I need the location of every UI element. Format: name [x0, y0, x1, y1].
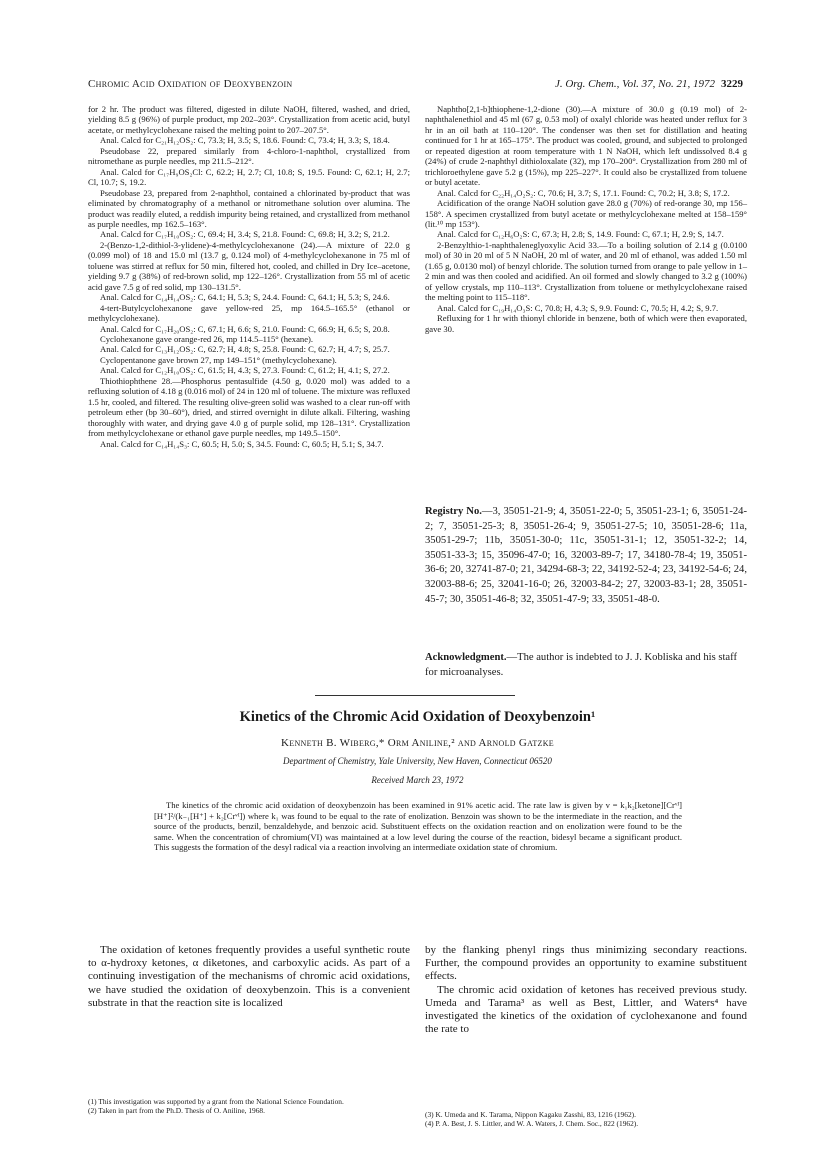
analysis-paragraph: Anal. Calcd for C₁₄H₁₄S₃: C, 60.5; H, 5.0; S, 34.5. Found: C, 60.5; H, 5.1; S, 34.7.: [100, 438, 384, 449]
analysis-paragraph: Anal. Calcd for C₁₂H₆O₂S: C, 67.3; H, 2.8; S, 14.9. Found: C, 67.1; H, 2.9; S, 14.7.: [437, 229, 724, 240]
analysis-paragraph: Anal. Calcd for C₁₃H₁₂OS₂: C, 62.7; H, 4.8; S, 25.8. Found: C, 62.7; H, 4.7; S, 25.7.: [100, 344, 390, 355]
paragraph: 2-(Benzo-1,2-dithiol-3-ylidene)-4-methylcyclohexanone (24).—A mixture of 22.0 g (0.099 mol) of 18 and 15.0 ml (13.7 g, 0.124 mol) of 4-methylcyclohexanone in 75 ml of toluene was stirred at reflux for 50 min, filtered hot, cooled, and chilled in Dry Ice–acetone, yielding 9.7 g (38%) of red-brown solid, mp 122–126°. Crystallization from 55 ml of acetic acid gave 7.5 g of red solid, mp 130–131.5°.: [88, 239, 410, 292]
paragraph: 4-tert-Butylcyclohexanone gave yellow-red 25, mp 164.5–165.5° (ethanol or methylcyclohexane).: [88, 302, 410, 324]
footnotes-left: [88, 1097, 410, 1115]
footnote: (3) K. Umeda and K. Tarama, Nippon Kagaku Zasshi, 83, 1216 (1962).: [425, 1110, 636, 1119]
paragraph: Acidification of the orange NaOH solution gave 28.0 g (70%) of red-orange 30, mp 156–158°. A specimen crystallized from butyl acetate or methylcyclohexane melted at 158–159° (lit.¹⁰ mp 153°).: [425, 198, 747, 229]
acknowledgment: [425, 651, 747, 680]
paragraph: Cyclohexanone gave orange-red 26, mp 114.5–115° (hexane).: [100, 333, 314, 344]
received-date: Received March 23, 1972: [371, 775, 464, 785]
analysis-paragraph: Anal. Calcd for C₂₁H₁₂OS₂: C, 73.3; H, 3.5; S, 18.6. Found: C, 73.4; H, 3.3; S, 18.4.: [100, 135, 390, 146]
paragraph: Pseudobase 23, prepared from 2-naphthol, contained a chlorinated by-product that was eliminated by chromatography of a methanol or nitromethane solution over alumina. The product was readily eluted, a reddish impurity being retained, and crystallized from methanol as purple needles, mp 162.5–163°.: [88, 187, 410, 229]
registry-numbers: [425, 505, 747, 607]
body-text-left: The oxidation of ketones frequently provides a useful synthetic route to α-hydroxy ketones, α diketones, and carboxylic acids. As part of a continuing investigation of the mechanisms of chromic acid oxidations, we have studied the oxidation of deoxybenzoin. This is a convenient substrate in that the reaction site is localized: [88, 944, 410, 1009]
analysis-paragraph: Anal. Calcd for C₂₂H₁₄O₂S₂: C, 70.6; H, 3.7; S, 17.1. Found: C, 70.2; H, 3.8; S, 17.2.: [437, 187, 730, 198]
paragraph: Pseudobase 22, prepared similarly from 4-chloro-1-naphthol, crystallized from nitromethane as purple needles, mp 211.5–212°.: [88, 145, 410, 167]
body-text-right: [425, 944, 747, 1036]
analysis-paragraph: Anal. Calcd for C₁₇H₁₀OS₂: C, 69.4; H, 3.4; S, 21.8. Found: C, 69.8; H, 3.2; S, 21.2.: [100, 229, 390, 240]
analysis-paragraph: Anal. Calcd for C₁₉H₁₄O₃S: C, 70.8; H, 4.3; S, 9.9. Found: C, 70.5; H, 4.2; S, 9.7.: [437, 302, 719, 313]
analysis-paragraph: Anal. Calcd for C₁₄H₁₄OS₂: C, 64.1; H, 5.3; S, 24.4. Found: C, 64.1; H, 5.3; S, 24.6.: [100, 292, 390, 303]
journal-name: J. Org. Chem., Vol. 37, No. 21, 1972: [554, 78, 715, 90]
running-header: [88, 78, 743, 94]
article-title: Kinetics of the Chromic Acid Oxidation of Deoxybenzoin¹: [239, 709, 596, 725]
journal-citation: [555, 78, 743, 90]
paragraph: for 2 hr. The product was filtered, digested in dilute NaOH, filtered, washed, and dried, yielding 8.5 g (96%) of purple product, mp 202–203°. Crystallization from acetic acid, butyl acetate, or methylcyclohexane raised the melting point to 207–207.5°.: [88, 104, 410, 135]
paragraph: Cyclopentanone gave brown 27, mp 149–151° (methylcyclohexane).: [100, 354, 337, 365]
abstract: The kinetics of the chromic acid oxidation of deoxybenzoin has been examined in 91% acetic acid. The rate law is given by v = k₁k₂[ketone][Crᵛᴵ][H⁺]²/(k₋₁[H⁺] + k₂[Crᵛᴵ]) where k₁ was found to be equal to the rate of enolization. Benzoin was shown to be the intermediate in the reaction, and the source of the products, benzil, benzaldehyde, and benzoic acid. Substituent effects on the oxidation reaction and on enolization were found to be the same. When the concentration of chromium(VI) was maintained at a low level during the course of the reaction, bidesyl became a significant product. This suggests the formation of the desyl radical via a reaction involving an intermediate oxidation state of chromium.: [154, 800, 682, 852]
analysis-paragraph: Anal. Calcd for C₁₇H₂₀OS₂: C, 67.1; H, 6.6; S, 21.0. Found: C, 66.9; H, 6.5; S, 20.8.: [100, 323, 390, 334]
paragraph: 2-Benzylthio-1-naphthaleneglyoxylic Acid 33.—To a boiling solution of 2.14 g (0.0100 mol) of 30 in 20 ml of 5 N NaOH, 20 ml of water, and 20 ml of ethanol, was added 1.50 ml (1.65 g, 0.0130 mol) of benzyl chloride. The solution turned from orange to pale yellow in 1–2 min and was then cooled and acidified. An oil formed and slowly changed to 3.2 g (100%) of yellow crystals, mp 110–113°. Crystallization from toluene or methylcyclohexane raised the melting point to 115–118°.: [425, 239, 747, 303]
acknowledgment-text: —The author is indebted to J. J. Kobliska and his staff for microanalyses.: [425, 652, 737, 678]
analysis-paragraph: Anal. Calcd for C₁₂H₁₀OS₂: C, 61.5; H, 4.3; S, 27.3. Found: C, 61.2; H, 4.1; S, 27.2.: [100, 365, 390, 376]
footnote: (2) Taken in part from the Ph.D. Thesis of O. Aniline, 1968.: [88, 1106, 265, 1115]
acknowledgment-label: Acknowledgment.: [425, 652, 507, 663]
paragraph: Refluxing for 1 hr with thionyl chloride in benzene, both of which were then evaporated, gave 30.: [425, 313, 747, 334]
registry-label: Registry No.: [425, 506, 482, 517]
experimental-left-column: [88, 104, 410, 449]
page-number: 3229: [721, 78, 743, 90]
footnotes-right: [425, 1110, 747, 1128]
footnote: (1) This investigation was supported by a grant from the National Science Foundation.: [88, 1097, 344, 1106]
paragraph: Thiothiophthene 28.—Phosphorus pentasulfide (4.50 g, 0.020 mol) was added to a refluxing solution of 4.18 g (0.016 mol) of 24 in 120 ml of toluene. The mixture was refluxed 1.5 hr, cooled, and filtered. The resulting olive-green solid was washed to a clear run-off with petroleum ether (bp 30–60°), dried, and stirred overnight in dilute alkali. Filtering, washing thoroughly with water, and drying gave 4.0 g of purple solid, mp 128–131°. Crystallization from methylcyclohexane or ethanol gave purple needles, mp 149.5–150°.: [88, 375, 410, 439]
article-authors: Kenneth B. Wiberg,* Orm Aniline,² and Arnold Gatzke: [281, 737, 554, 749]
author-affiliation: Department of Chemistry, Yale University, New Haven, Connecticut 06520: [283, 756, 552, 766]
paragraph: Naphtho[2,1-b]thiophene-1,2-dione (30).—A mixture of 30.0 g (0.19 mol) of 2-naphthalenethiol and 45 ml (67 g, 0.53 mol) of oxalyl chloride was heated under reflux for 3 hr in an oil bath at 110–120°. The condenser was then set for distillation and heating continued for 1 hr at 165–175°. The product was cooled, ground, and subjected to prolonged or repeated digestion at room temperature with 1 N NaOH, which left undissolved 8.4 g (24%) of crude 2-naphthyl dithioloxalate (32), mp 170–200°. Crystallization from 280 ml of trichloroethylene gave 5.2 g (15%), mp 225–227°. It could also be crystallized from toluene or butyl acetate.: [425, 104, 747, 188]
footnote: (4) P. A. Best, J. S. Littler, and W. A. Waters, J. Chem. Soc., 822 (1962).: [425, 1119, 639, 1128]
paragraph: by the flanking phenyl rings thus minimizing secondary reactions. Further, the compound provides an opportunity to examine substituent effects.: [425, 944, 747, 983]
experimental-right-column: [425, 104, 747, 334]
analysis-paragraph: Anal. Calcd for C₁₇H₉OS₂Cl: C, 62.2; H, 2.7; Cl, 10.8; S, 19.5. Found: C, 62.1; H, 2.7; Cl, 10.7; S, 19.2.: [88, 166, 410, 188]
section-divider: [315, 695, 515, 696]
paragraph: The chromic acid oxidation of ketones has received previous study. Umeda and Tarama³ as well as Best, Littler, and Waters⁴ have investigated the kinetics of the oxidation of cyclohexanone and found the rate to: [425, 983, 747, 1036]
running-title: Chromic Acid Oxidation of Deoxybenzoin: [88, 78, 293, 90]
registry-text: —3, 35051-21-9; 4, 35051-22-0; 5, 35051-23-1; 6, 35051-24-2; 7, 35051-25-3; 8, 35051-26-4; 9, 35051-27-5; 10, 35051-28-6; 11a, 35051-29-7; 11b, 35051-30-0; 11c, 35051-31-1; 12, 35051-32-2; 14, 35051-33-3; 15, 35096-47-0; 16, 32003-89-7; 17, 34180-78-4; 19, 35051-36-6; 20, 32741-87-0; 21, 34294-68-3; 22, 34192-52-4; 23, 34192-54-6; 24, 32003-88-6; 25, 32041-16-0; 26, 32003-84-2; 27, 32003-83-1; 28, 35051-45-7; 30, 35051-46-8; 32, 35051-47-9; 33, 35051-48-0.: [425, 506, 747, 605]
